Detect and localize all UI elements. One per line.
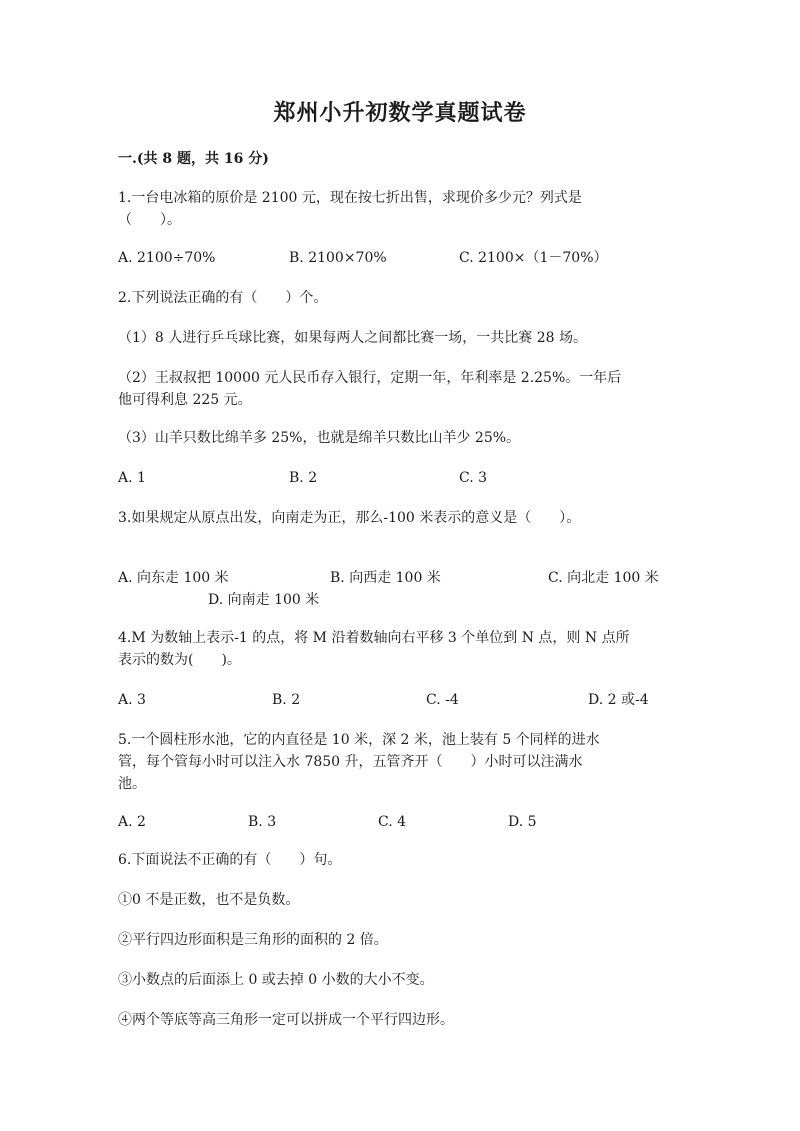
question-2-statement-2-line-2: 他可得利息 225 元。 (118, 392, 252, 408)
question-1-option-c: C. 2100×（1－70%） (459, 250, 608, 266)
question-4-stem-line-1: 4.M 为数轴上表示-1 的点，将 M 沿着数轴向右平移 3 个单位到 N 点，则 N 点所 (118, 630, 630, 646)
section-header: 一.(共 8 题，共 16 分) (118, 151, 269, 167)
question-2-option-a: A. 1 (118, 470, 146, 486)
question-2-option-b: B. 2 (289, 470, 318, 486)
question-6-statement-1: ①0 不是正数，也不是负数。 (118, 892, 300, 908)
question-3-option-d: D. 向南走 100 米 (208, 592, 320, 608)
question-6-statement-3: ③小数点的后面添上 0 或去掉 0 小数的大小不变。 (118, 972, 434, 988)
question-5-option-a: A. 2 (118, 814, 146, 830)
question-4-option-a: A. 3 (118, 692, 146, 708)
question-2-statement-1: （1）8 人进行乒乓球比赛，如果每两人之间都比赛一场，一共比赛 28 场。 (118, 330, 587, 346)
question-6-stem: 6.下面说法不正确的有（ ）句。 (118, 852, 342, 868)
question-3-option-b: B. 向西走 100 米 (330, 570, 441, 586)
question-1-stem-line-2: （ ）。 (118, 212, 181, 228)
question-2-statement-2-line-1: （2）王叔叔把 10000 元人民币存入银行，定期一年，年利率是 2.25%。一年后 (118, 370, 622, 386)
question-5-stem-line-1: 5.一个圆柱形水池，它的内直径是 10 米，深 2 米，池上装有 5 个同样的进水 (118, 732, 600, 748)
question-5-option-d: D. 5 (508, 814, 537, 830)
question-6-statement-4: ④两个等底等高三角形一定可以拼成一个平行四边形。 (118, 1012, 454, 1028)
question-5-option-b: B. 3 (248, 814, 277, 830)
question-2-stem: 2.下列说法正确的有（ ）个。 (118, 290, 328, 306)
question-1-option-b: B. 2100×70% (289, 250, 387, 266)
question-1-stem-line-1: 1.一台电冰箱的原价是 2100 元，现在按七折出售，求现价多少元？列式是 (118, 190, 582, 206)
question-4-option-b: B. 2 (272, 692, 301, 708)
question-1-option-a: A. 2100÷70% (118, 250, 216, 266)
question-6-statement-2: ②平行四边形面积是三角形的面积的 2 倍。 (118, 932, 388, 948)
question-2-option-c: C. 3 (459, 470, 488, 486)
question-4-stem-line-2: 表示的数为( )。 (118, 652, 241, 668)
question-4-option-c: C. -4 (426, 692, 459, 708)
question-5-stem-line-2: 管，每个管每小时可以注入水 7850 升，五管齐开（ ）小时可以注满水 (118, 754, 583, 770)
page-title: 郑州小升初数学真题试卷 (273, 100, 527, 126)
question-3-stem: 3.如果规定从原点出发，向南走为正，那么-100 米表示的意义是（ ）。 (118, 510, 581, 526)
question-4-option-d: D. 2 或-4 (588, 692, 649, 708)
question-3-option-c: C. 向北走 100 米 (548, 570, 659, 586)
question-5-stem-line-3: 池。 (118, 776, 146, 792)
question-5-option-c: C. 4 (378, 814, 407, 830)
question-3-option-a: A. 向东走 100 米 (118, 570, 229, 586)
question-2-statement-3: （3）山羊只数比绵羊多 25%，也就是绵羊只数比山羊少 25%。 (118, 430, 521, 446)
